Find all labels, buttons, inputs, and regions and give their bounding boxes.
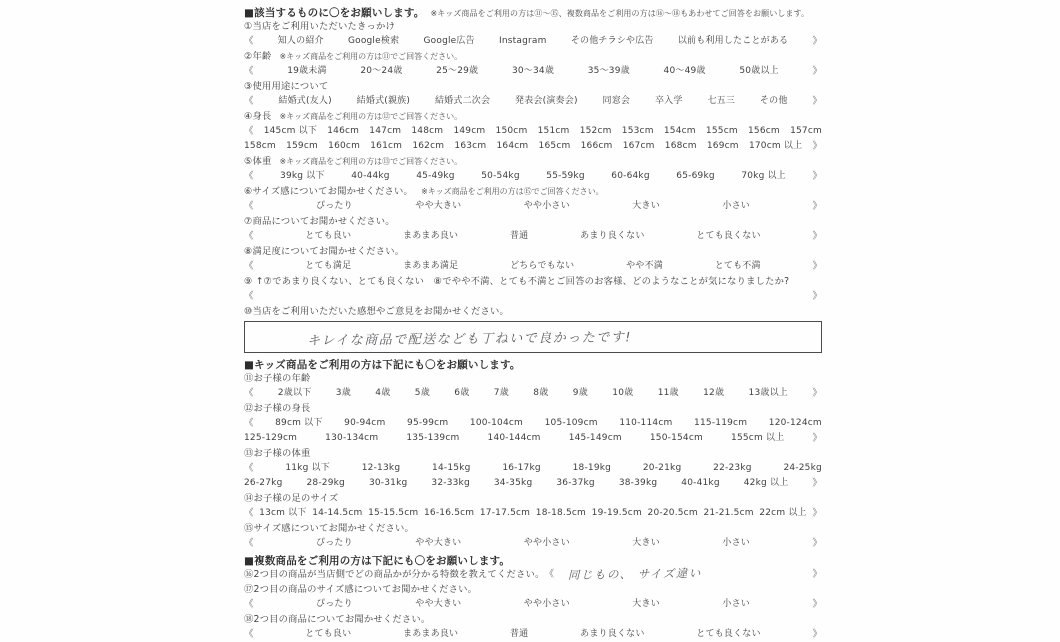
- survey-option: 15-15.5cm: [368, 508, 419, 518]
- close-bracket: 》: [812, 231, 822, 242]
- question-block: [244, 274, 822, 304]
- open-bracket: 《: [244, 508, 254, 519]
- question-label: ⑩当店をご利用いただいた感想やご意見をお聞かせください。: [244, 306, 509, 317]
- question-label: ⑪お子様の年齢: [244, 373, 311, 384]
- open-bracket: 《: [244, 96, 254, 107]
- close-bracket: 》: [812, 261, 822, 272]
- survey-option: 115-119cm: [694, 418, 748, 428]
- survey-option: 36-37kg: [556, 478, 595, 488]
- question-block: [244, 521, 822, 551]
- open-bracket: 《: [244, 629, 254, 640]
- survey-option: 161cm: [370, 141, 403, 151]
- survey-option: 14-14.5cm: [312, 508, 363, 518]
- survey-option: ぴったり: [316, 201, 353, 211]
- survey-option: 156cm: [748, 126, 780, 136]
- close-bracket: 》: [812, 388, 822, 399]
- close-bracket: 》: [812, 66, 822, 77]
- survey-option: まあまあ良い: [403, 231, 459, 241]
- question-label-line: [244, 79, 822, 94]
- question-label: ④身長: [244, 111, 272, 122]
- survey-option: 165cm: [538, 141, 571, 151]
- options-line: [244, 289, 822, 304]
- survey-option: 145cm 以下: [263, 126, 318, 136]
- survey-option: 151cm: [537, 126, 570, 136]
- question-label: ⑭お子様の足のサイズ: [244, 493, 339, 504]
- survey-option: 146cm: [327, 126, 360, 136]
- survey-option: 152cm: [579, 126, 612, 136]
- survey-option: 17-17.5cm: [479, 508, 531, 518]
- survey-option: 26-27kg: [244, 478, 283, 488]
- survey-option: 30〜34歳: [511, 66, 555, 76]
- question-block: [244, 612, 822, 642]
- survey-option: 22-23kg: [713, 463, 752, 473]
- question-label-line: [244, 612, 822, 627]
- survey-option: 34-35kg: [493, 478, 533, 488]
- survey-option: とても良くない: [696, 231, 761, 241]
- survey-option: 50-54kg: [481, 171, 520, 181]
- open-bracket: 《: [244, 261, 254, 272]
- survey-option: 七五三: [707, 96, 736, 106]
- survey-option: 同窓会: [602, 96, 631, 106]
- survey-option: 148cm: [411, 126, 444, 136]
- survey-option: 30-31kg: [368, 478, 408, 488]
- question-label-line: [244, 582, 822, 597]
- survey-option: 140-144cm: [487, 433, 541, 443]
- open-bracket: 《: [244, 538, 254, 549]
- survey-option: 普通: [509, 629, 529, 639]
- options-line: [244, 461, 822, 476]
- open-bracket: 《: [244, 66, 254, 77]
- survey-option: 結婚式二次会: [434, 96, 491, 106]
- survey-option: 169cm: [706, 141, 739, 151]
- close-bracket: 》: [812, 201, 822, 212]
- survey-option: 95-99cm: [407, 418, 449, 428]
- question-label: ⑬お子様の体重: [244, 448, 311, 459]
- survey-option: その他チラシや広告: [570, 36, 654, 46]
- survey-option: 120-124cm: [768, 418, 822, 428]
- survey-option: 20-21kg: [642, 463, 682, 473]
- survey-option: やや不満: [626, 261, 663, 271]
- survey-option: 以前も利用したことがある: [677, 36, 789, 46]
- open-bracket: 《: [244, 418, 254, 429]
- close-bracket: 》: [812, 36, 822, 47]
- open-bracket: 《: [244, 126, 254, 137]
- open-bracket: 《: [244, 36, 254, 47]
- options-line: [244, 124, 822, 139]
- question-note: ※キッズ商品をご利用の方は⑬でご回答ください。: [279, 157, 463, 166]
- options-line: [244, 506, 822, 521]
- open-bracket: 《: [244, 201, 254, 212]
- options-line: [244, 169, 822, 184]
- survey-option: 158cm: [244, 141, 276, 151]
- close-bracket: 》: [812, 538, 822, 549]
- survey-option: 125-129cm: [244, 433, 298, 443]
- survey-option: 60-64kg: [611, 171, 650, 181]
- survey-option: 110-114cm: [619, 418, 673, 428]
- survey-option: とても不満: [714, 261, 761, 271]
- survey-option: 40-41kg: [681, 478, 720, 488]
- survey-option: 24-25kg: [783, 463, 822, 473]
- question-label: ⑱2つ目の商品についてお聞かせください。: [244, 614, 431, 625]
- survey-option: Google広告: [423, 36, 475, 46]
- survey-option: 普通: [509, 231, 529, 241]
- options-line: [244, 476, 822, 491]
- open-bracket: 《: [544, 569, 555, 580]
- survey-option: Instagram: [499, 36, 547, 46]
- survey-option: やや大きい: [415, 538, 462, 548]
- question-block: [244, 304, 822, 353]
- survey-option: 25〜29歳: [436, 66, 479, 76]
- question-note: ※キッズ商品をご利用の方は⑫でご回答ください。: [279, 112, 463, 121]
- question-label-line: [244, 446, 822, 461]
- survey-option: 13歳以上: [748, 388, 788, 398]
- survey-option: 147cm: [369, 126, 402, 136]
- question-label-line: [244, 154, 822, 169]
- survey-option: 89cm 以下: [275, 418, 323, 428]
- question-block: [244, 184, 822, 214]
- scanned-survey-page: [244, 3, 822, 642]
- section-note: ※キッズ商品をご利用の方は⑪〜⑮、複数商品をご利用の方は⑯〜⑱もあわせてご回答をお願いします。: [430, 9, 810, 18]
- survey-option: 19-19.5cm: [591, 508, 642, 518]
- survey-option: 18-18.5cm: [535, 508, 587, 518]
- question-label-line: [244, 401, 822, 416]
- survey-option: まあまあ満足: [403, 261, 459, 271]
- survey-option: 100-104cm: [469, 418, 524, 428]
- question-label-line: [244, 19, 822, 34]
- survey-option: やや大きい: [415, 201, 462, 211]
- survey-option: 11歳: [657, 388, 679, 398]
- question-block: [244, 401, 822, 446]
- survey-option: 結婚式(友人): [278, 96, 332, 106]
- close-bracket: 》: [812, 629, 822, 640]
- question-block: [244, 582, 822, 612]
- options-line: [244, 229, 822, 244]
- options-line: [244, 416, 822, 431]
- open-bracket: 《: [244, 388, 254, 399]
- survey-option: 11kg 以下: [285, 463, 330, 473]
- options-line: [244, 94, 822, 109]
- survey-option: やや小さい: [523, 538, 570, 548]
- survey-option: 5歳: [414, 388, 430, 398]
- survey-option: 168cm: [664, 141, 697, 151]
- question-block: [244, 244, 822, 274]
- question-label: ②年齢: [244, 51, 272, 62]
- section-title: ■キッズ商品をご利用の方は下記にも〇をお願いします。: [244, 359, 521, 371]
- survey-option: 20〜24歳: [360, 66, 403, 76]
- survey-option: 大きい: [632, 201, 660, 211]
- survey-option: 130-134cm: [325, 433, 379, 443]
- open-bracket: 《: [244, 291, 254, 302]
- close-bracket: 》: [812, 569, 822, 580]
- question-label-line: [244, 274, 822, 289]
- survey-option: 65-69kg: [676, 171, 715, 181]
- survey-option: 小さい: [722, 201, 750, 211]
- survey-option: 12歳: [703, 388, 725, 398]
- survey-option: 50歳以上: [739, 66, 779, 76]
- survey-option: 18-19kg: [572, 463, 612, 473]
- survey-option: 12-13kg: [361, 463, 401, 473]
- question-label-line: [244, 491, 822, 506]
- options-line: [244, 259, 822, 274]
- survey-option: 28-29kg: [306, 478, 345, 488]
- survey-option: とても満足: [305, 261, 352, 271]
- survey-option: 155cm 以上: [731, 433, 785, 443]
- survey-option: 39kg 以下: [280, 171, 325, 181]
- survey-option: 大きい: [632, 599, 660, 609]
- survey-option: Google検索: [347, 36, 400, 46]
- survey-option: 14-15kg: [432, 463, 471, 473]
- survey-option: 153cm: [621, 126, 654, 136]
- survey-option: 135-139cm: [406, 433, 460, 443]
- survey-option: 4歳: [375, 388, 391, 398]
- survey-option: 105-109cm: [544, 418, 598, 428]
- survey-option: 150-154cm: [649, 433, 703, 443]
- survey-option: 2歳以下: [277, 388, 312, 398]
- handwritten-answer: 同じもの、 サイズ違い: [567, 566, 702, 582]
- survey-option: 大きい: [632, 538, 660, 548]
- survey-option: 16-17kg: [502, 463, 541, 473]
- question-block: [244, 49, 822, 79]
- section-title: ■該当するものに〇をお願いします。: [244, 7, 425, 19]
- question-label-line: [244, 244, 822, 259]
- survey-option: 結婚式(親族): [356, 96, 411, 106]
- question-label-line: [244, 371, 822, 386]
- survey-option: 42kg 以上: [743, 478, 789, 488]
- survey-option: やや大きい: [415, 599, 462, 609]
- question-block: [244, 19, 822, 49]
- survey-option: とても良い: [305, 231, 352, 241]
- survey-option: 163cm: [454, 141, 487, 151]
- question-label: ⑧満足度についてお聞かせください。: [244, 246, 405, 257]
- options-line: [244, 64, 822, 79]
- question-block: [244, 79, 822, 109]
- question-block: [244, 567, 822, 582]
- survey-option: 154cm: [663, 126, 696, 136]
- survey-option: とても良くない: [696, 629, 761, 639]
- survey-option: 170cm 以上: [748, 141, 803, 151]
- question-label-line: [244, 49, 822, 64]
- survey-option: 8歳: [533, 388, 549, 398]
- survey-option: ぴったり: [316, 599, 353, 609]
- section-header: [244, 3, 822, 19]
- survey-option: 10歳: [612, 388, 634, 398]
- question-label-line: [244, 184, 822, 199]
- survey-option: 40〜49歳: [663, 66, 706, 76]
- survey-option: 9歳: [572, 388, 588, 398]
- question-note: ※キッズ商品をご利用の方は⑮でご回答ください。: [421, 187, 604, 196]
- survey-option: とても良い: [305, 629, 352, 639]
- options-line: [244, 34, 822, 49]
- survey-option: 167cm: [622, 141, 655, 151]
- survey-option: 160cm: [328, 141, 361, 151]
- close-bracket: 》: [812, 171, 822, 182]
- question-label-line: [244, 521, 822, 536]
- options-line: [244, 199, 822, 214]
- question-label: ⑰2つ目の商品のサイズ感についてお聞かせください。: [244, 584, 478, 595]
- survey-option: 13cm 以下: [259, 508, 307, 518]
- question-label: ⑮サイズ感についてお聞かせください。: [244, 523, 415, 534]
- survey-option: 3歳: [335, 388, 351, 398]
- survey-option: 55-59kg: [546, 171, 585, 181]
- survey-option: あまり良くない: [580, 231, 645, 241]
- question-label-line: [244, 214, 822, 229]
- survey-option: 小さい: [722, 538, 750, 548]
- survey-option: 知人の紹介: [277, 36, 324, 46]
- survey-option: 6歳: [454, 388, 470, 398]
- question-block: [244, 214, 822, 244]
- close-bracket: 》: [812, 141, 822, 152]
- survey-option: 149cm: [453, 126, 486, 136]
- question-label: ①当店をご利用いただいたきっかけ: [244, 21, 395, 32]
- section-header: [244, 355, 822, 371]
- close-bracket: 》: [812, 599, 822, 610]
- close-bracket: 》: [812, 96, 822, 107]
- survey-option: 90-94cm: [344, 418, 386, 428]
- survey-option: あまり良くない: [580, 629, 645, 639]
- survey-option: 7歳: [493, 388, 509, 398]
- open-bracket: 《: [244, 231, 254, 242]
- survey-option: 145-149cm: [568, 433, 622, 443]
- question-label: ⑤体重: [244, 156, 272, 167]
- question-label-line: [244, 567, 822, 582]
- survey-option: 159cm: [286, 141, 318, 151]
- comment-box: [244, 321, 822, 353]
- close-bracket: 》: [812, 478, 822, 489]
- options-line: [244, 536, 822, 551]
- survey-option: どちらでもない: [510, 261, 575, 271]
- survey-option: 21-21.5cm: [703, 508, 754, 518]
- survey-option: 32-33kg: [431, 478, 470, 488]
- options-line: [244, 431, 822, 446]
- survey-option: 16-16.5cm: [423, 508, 475, 518]
- survey-option: 22cm 以上: [759, 508, 807, 518]
- survey-option: 164cm: [496, 141, 529, 151]
- survey-option: 155cm: [705, 126, 738, 136]
- options-line: [244, 597, 822, 612]
- survey-option: まあまあ良い: [403, 629, 459, 639]
- question-label-line: [244, 109, 822, 124]
- survey-option: 35〜39歳: [587, 66, 630, 76]
- survey-option: 20-20.5cm: [647, 508, 698, 518]
- survey-option: やや小さい: [523, 599, 570, 609]
- survey-option: 150cm: [495, 126, 528, 136]
- question-block: [244, 154, 822, 184]
- question-label: ⑨ ↑⑦であまり良くない、とても良くない ⑧でやや不満、とても不満とご回答のお客様、どのようなことが気になりましたか?: [244, 276, 790, 287]
- section-header: [244, 551, 822, 567]
- survey-option: 40-44kg: [351, 171, 390, 181]
- survey-option: 45-49kg: [416, 171, 455, 181]
- question-label-line: [244, 304, 822, 319]
- survey-option: 19歳未満: [287, 66, 327, 76]
- survey-option: 38-39kg: [618, 478, 658, 488]
- survey-option: 卒入学: [654, 96, 683, 106]
- question-label: ⑦商品についてお聞かせください。: [244, 216, 395, 227]
- options-line: [244, 139, 822, 154]
- question-block: [244, 109, 822, 154]
- survey-option: やや小さい: [523, 201, 570, 211]
- question-block: [244, 371, 822, 401]
- question-block: [244, 491, 822, 521]
- close-bracket: 》: [812, 508, 822, 519]
- question-block: [244, 446, 822, 491]
- close-bracket: 》: [812, 291, 822, 302]
- close-bracket: 》: [812, 433, 822, 444]
- section-title: ■複数商品をご利用の方は下記にも〇をお願いします。: [244, 555, 511, 567]
- options-line: [244, 386, 822, 401]
- survey-option: 発表会(演奏会): [515, 96, 578, 106]
- survey-option: ぴったり: [316, 538, 353, 548]
- question-label: ③使用用途について: [244, 81, 329, 92]
- open-bracket: 《: [244, 599, 254, 610]
- question-note: ※キッズ商品をご利用の方は⑪でご回答ください。: [279, 52, 463, 61]
- survey-option: 70kg 以上: [741, 171, 786, 181]
- question-label: ⑥サイズ感についてお聞かせください。: [244, 186, 414, 197]
- open-bracket: 《: [244, 463, 254, 474]
- open-bracket: 《: [244, 171, 254, 182]
- survey-option: 小さい: [722, 599, 750, 609]
- handwritten-comment: キレイな商品で配送なども丁ねいで良かったです!: [306, 329, 633, 349]
- survey-option: 162cm: [412, 141, 445, 151]
- survey-option: その他: [759, 96, 788, 106]
- survey-option: 157cm: [790, 126, 822, 136]
- survey-option: 166cm: [580, 141, 613, 151]
- question-label: ⑫お子様の身長: [244, 403, 311, 414]
- question-label: ⑯2つ目の商品が当店側でどの商品かが分かる特徴を教えてください。: [244, 569, 545, 580]
